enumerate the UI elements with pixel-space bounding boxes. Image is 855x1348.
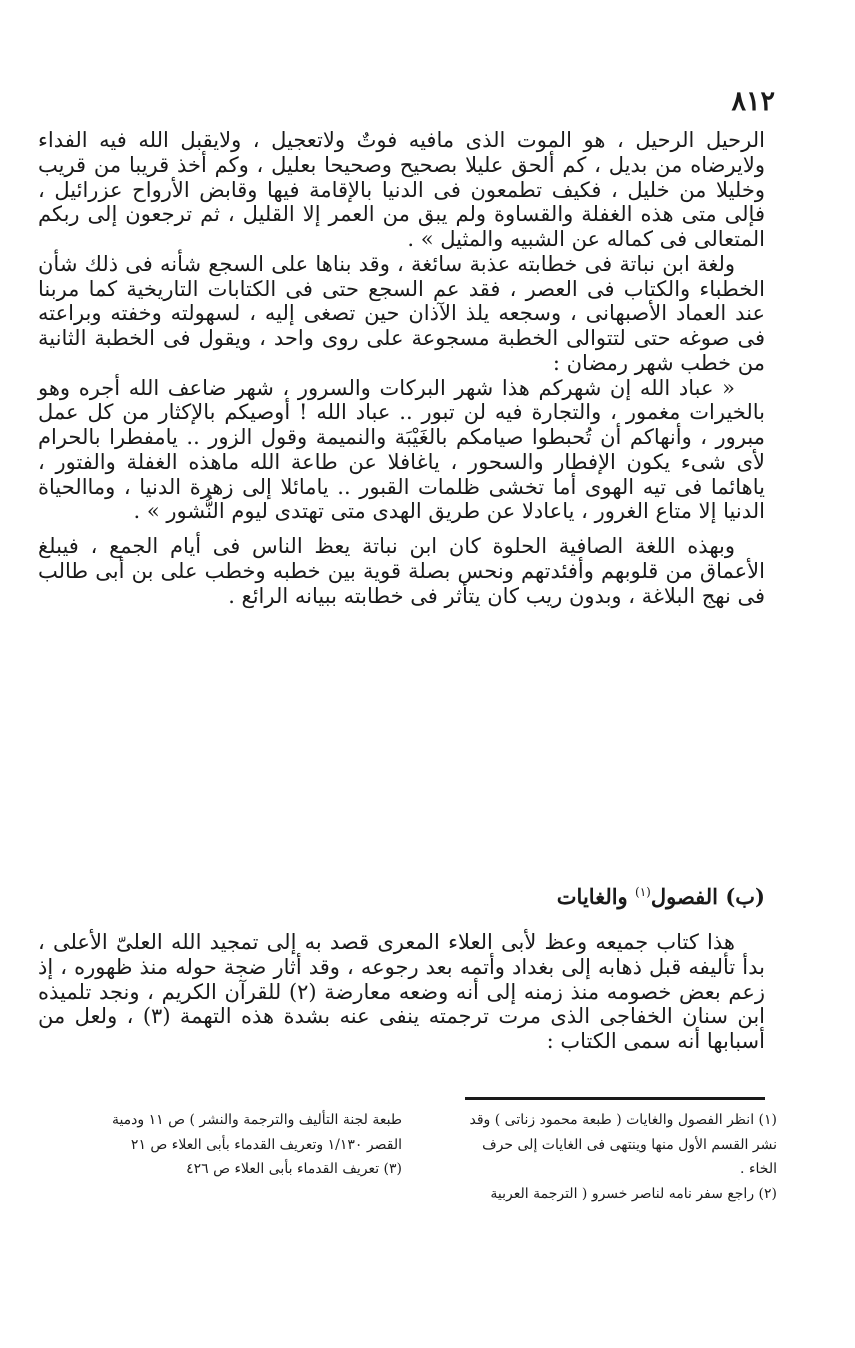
footnotes-right-column (407, 1108, 777, 1206)
footnote-line: نشر القسم الأول منها وينتهى فى الغايات إلى حرف (482, 1136, 777, 1153)
paragraph-sermon-ending: الرحيل الرحيل ، هو الموت الذى مافيه فوتٌ ولاتعجيل ، ولايقبل الله فيه الفداء ولايرضاه من بديل ، كم ألحق عليلا بصحيح وصحيحا بعليل ، وكم أخذ قريبا من قريب وخليلا من خليل ، فكيف تطمعون فى الدنيا بالإقامة فيها وقابض الأرواح عزرائيل ، فإلى متى هذه الغفلة والقساوة ولم يبق من العمر إلا القليل ، ثم ترجعون إلى ربكم المتعالى فى كماله عن الشبيه والمثيل » . (38, 128, 765, 252)
footnote-line: (٢) راجع سفر نامه لناصر خسرو ( الترجمة العربية (490, 1185, 777, 1202)
footnote-ref-1: (١) (635, 885, 651, 899)
footnote-line: (٣) تعريف القدماء بأبى العلاء ص ٤٢٦ (186, 1161, 402, 1177)
footnote-line: الخاء . (740, 1161, 777, 1177)
body-text-lower (38, 930, 765, 1054)
paragraph-language-style: ولغة ابن نباتة فى خطابته عذبة سائغة ، وقد بناها على السجع شأنه فى ذلك شأن الخطباء والكتاب فى العصر ، فقد عم السجع حتى فى الكتابات التاريخية كما مربنا عند العماد الأصبهانى ، وسجعه يلذ الآذان حين تصغى إليه ، لسهولته وخفته وبراعته فى صوغه حتى لتتوالى الخطبة مسجوعة على روى واحد ، ويقول فى الخطبة الثانية من خطب شهر رمضان : (38, 251, 765, 375)
footnote-line: القصر ١/١٣٠ وتعريف القدماء بأبى العلاء ص ٢١ (130, 1136, 402, 1153)
paragraph-fusul-ghayat: هذا كتاب جميعه وعظ لأبى العلاء المعرى قصد به إلى تمجيد الله العلىّ الأعلى ، بدأ تأليفه قبل ذهابه إلى بغداد وأتمه بعد رجوعه ، وقد أثار ضجة حوله منذ ظهوره ، إذ زعم بعض خصومه منذ زمنه إلى أنه وضعه معارضة (٢) للقرآن الكريم ، ونجد تلميذه ابن سنان الخفاجى الذى مرت ترجمته ينفى عنه بشدة هذه التهمة (٣) ، ولعل من أسبابها أنه سمى الكتاب : (38, 930, 765, 1054)
footnote-line: طبعة لجنة التأليف والترجمة والنشر ) ص ١١ ودمية (111, 1112, 402, 1128)
footnote-divider (465, 1097, 765, 1100)
section-title-part2: والغايات (556, 884, 628, 909)
footnotes-left-column (32, 1108, 402, 1182)
section-heading (557, 884, 765, 909)
body-text-upper (38, 128, 765, 609)
footnote-line: (١) انظر الفصول والغايات ( طبعة محمود زناتى ) وقد (469, 1112, 777, 1128)
section-label: (ب) (725, 884, 765, 909)
paragraph-ramadan-sermon-quote: « عباد الله إن شهركم هذا شهر البركات والسرور ، شهر ضاعف الله أجره وهو بالخيرات مغمور ، والتجارة فيه لن تبور .. عباد الله ! أوصيكم بالإكثار من كل عمل مبرور ، وأنهاكم أن تُحبطوا صيامكم بالغَيْبَة والنميمة وقول الزور .. يامفطرا بالحرام لأى شىء يكون الإفطار والسحور ، ياغافلا عن طاعة الله ماهذه الغفلة والفتور ، ياهائما فى تيه الهوى أما تخشى ظلمات القبور .. يامائلا إلى زهرة الدنيا ، وماالحياة الدنيا إلا متاع الغرور ، ياعادلا عن طريق الهدى متى تهتدى ليوم النُّشور » . (38, 375, 765, 524)
paragraph-sermon-influence: وبهذه اللغة الصافية الحلوة كان ابن نباتة يعظ الناس فى أيام الجمع ، فيبلغ الأعماق من قلوبهم وأفئدتهم ونحس بصلة قوية بين خطبه وخطب على بن أبى طالب فى نهج البلاغة ، وبدون ريب كان يتأثر فى خطابته ببيانه الرائع . (38, 534, 765, 608)
page-number: ٨١٢ (731, 86, 775, 117)
section-title-part1: الفصول (650, 884, 719, 909)
